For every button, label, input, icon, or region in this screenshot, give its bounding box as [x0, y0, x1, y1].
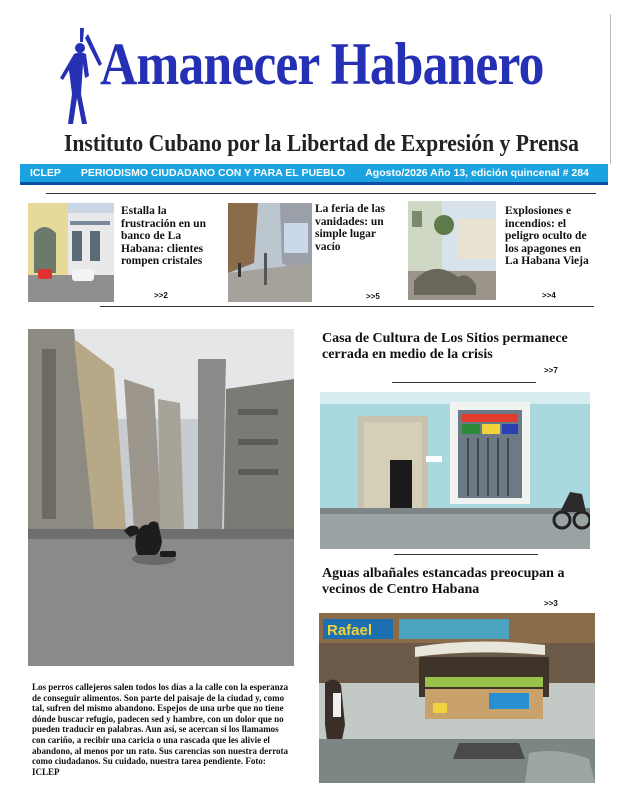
teaser-page-ref[interactable]: >>5	[366, 292, 380, 301]
story-page-ref[interactable]: >>3	[544, 599, 558, 608]
banner-issue: Agosto/2026 Año 13, edición quincenal # 284	[365, 167, 589, 179]
divider-teasers	[100, 306, 594, 307]
story-photo-casa-cultura[interactable]	[320, 392, 590, 549]
divider-top	[46, 193, 596, 194]
story-headline-casa-cultura[interactable]: Casa de Cultura de Los Sitios permanece cerrada en medio de la crisis	[322, 331, 568, 362]
story-page-ref[interactable]: >>7	[544, 366, 558, 375]
main-photo-street-dog[interactable]	[28, 329, 294, 666]
teaser-headline-fair[interactable]: La feria de las vanidades: un simple lugar vacío	[315, 203, 385, 253]
teaser-headline-bank[interactable]: Estalla la frustración en un banco de La Habana: clientes rompen cristales	[121, 205, 206, 267]
banner-slogan: PERIODISMO CIUDADANO CON Y PARA EL PUEBLO	[80, 167, 346, 179]
teaser-image-fires[interactable]	[408, 201, 496, 300]
banner-org: ICLEP	[30, 167, 61, 179]
divider-story-1	[392, 382, 536, 383]
story-headline-aguas[interactable]: Aguas albañales estancadas preocupan a vecinos de Centro Habana	[322, 566, 565, 597]
teaser-page-ref[interactable]: >>4	[542, 291, 556, 300]
divider-story-2	[394, 554, 538, 555]
teaser-page-ref[interactable]: >>2	[154, 291, 168, 300]
page-edge-line	[610, 14, 611, 164]
teaser-image-fair[interactable]	[228, 203, 312, 302]
teaser-image-bank[interactable]	[28, 203, 114, 302]
masthead-subtitle: Instituto Cubano por la Libertad de Expresión y Prensa	[64, 131, 579, 157]
teaser-headline-fires[interactable]: Explosiones e incendios: el peligro oculto de los apagones en La Habana Vieja	[505, 205, 589, 267]
main-photo-caption: Los perros callejeros salen todos los días a la calle con la esperanza de conseguir alimentos. Son parte del paisaje de la ciudad y, como tal, sufren del mismo abandono. Espejos de una urbe que no tiene dónde buscar refugio, padecen sed y hambre, con un dolor que no pueden traducir en palabras. Aun así, se acercan si los llamamos con cariño, a recibir una caricia o una rascada que les alivie el abandono, al menos por un rato. Sus carencias son nuestra derrota como ciudadanos. Su cuidado, nuestra tarea pendiente. Foto: ICLEP	[32, 682, 289, 777]
shop-sign-text: Rafael	[327, 622, 373, 639]
story-photo-aguas[interactable]	[319, 613, 595, 783]
issue-banner	[20, 164, 608, 185]
masthead-title: Amanecer Habanero	[100, 31, 544, 97]
